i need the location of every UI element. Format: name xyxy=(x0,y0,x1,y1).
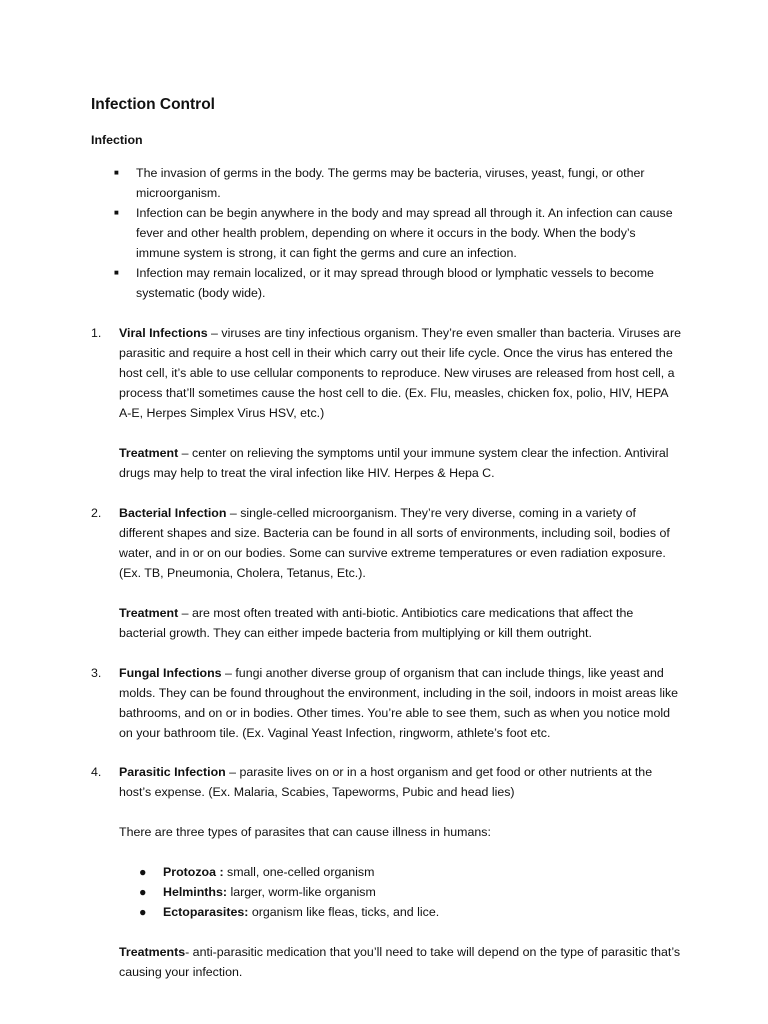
section-term: Fungal Infections xyxy=(119,666,222,680)
list-item: ■ The invasion of germs in the body. The germs may be bacteria, viruses, yeast, fungi, or other microorganism. xyxy=(114,163,674,203)
section-number: 2. xyxy=(91,506,102,520)
treatment-paragraph: Treatment – are most often treated with anti-biotic. Antibiotics care medications that affect the bacterial growth. They can either impede bacteria from multiplying or kill them outright. xyxy=(119,606,634,640)
list-item: ● Protozoa : small, one-celled organism xyxy=(139,862,681,882)
section-number: 3. xyxy=(91,666,102,680)
round-bullet-icon: ● xyxy=(139,905,147,919)
section-bacterial xyxy=(91,503,681,643)
round-bullet-icon: ● xyxy=(139,885,147,899)
section-subtitle: Infection xyxy=(91,133,143,147)
square-bullet-icon: ■ xyxy=(114,168,119,177)
square-bullet-icon: ■ xyxy=(114,208,119,217)
section-paragraph: Fungal Infections – fungi another diverse group of organism that can include things, like yeast and molds. They can be found throughout the environment, including in the soil, indoors in moist areas like bathrooms, and on or in bodies. Other times. You’re able to see them, such as when you notice mold on your bathroom tile. (Ex. Vaginal Yeast Infection, ringworm, athlete’s foot etc. xyxy=(119,666,679,740)
section-number: 1. xyxy=(91,326,102,340)
section-number: 4. xyxy=(91,765,102,779)
list-item: ■ Infection may remain localized, or it may spread through blood or lymphatic vessels to become systematic (body wide). xyxy=(114,263,674,303)
list-item: ● Helminths: larger, worm-like organism xyxy=(139,882,681,902)
section-paragraph: Bacterial Infection – single-celled microorganism. They’re very diverse, coming in a variety of different shapes and size. Bacteria can be found in all sorts of environments, including soil, bodies of water, and in or on our bodies. Some can survive extreme temperatures or even radiation exposure. (Ex. TB, Pneumonia, Cholera, Tetanus, Etc.). xyxy=(119,506,670,580)
types-intro: There are three types of parasites that can cause illness in humans: xyxy=(119,825,491,839)
list-item: ● Ectoparasites: organism like fleas, ticks, and lice. xyxy=(139,902,681,922)
section-fungal xyxy=(91,663,681,743)
list-item: ■ Infection can be begin anywhere in the body and may spread all through it. An infection can cause fever and other health problem, depending on where it occurs in the body. When the body’s immune system is strong, it can fight the germs and cure an infection. xyxy=(114,203,674,263)
page-title: Infection Control xyxy=(91,96,215,113)
section-parasitic xyxy=(91,762,681,982)
treatment-paragraph: Treatments- anti-parasitic medication that you’ll need to take will depend on the type of parasitic that’s causing your infection. xyxy=(119,945,681,979)
round-bullet-icon: ● xyxy=(139,865,147,879)
section-term: Parasitic Infection xyxy=(119,765,226,779)
parasite-types-list xyxy=(139,862,681,922)
treatment-term: Treatments xyxy=(119,945,186,959)
treatment-paragraph: Treatment – center on relieving the symptoms until your immune system clear the infection. Antiviral drugs may help to treat the viral infection like HIV. Herpes & Hepa C. xyxy=(119,446,669,480)
section-paragraph: Viral Infections – viruses are tiny infectious organism. They’re even smaller than bacteria. Viruses are parasitic and require a host cell in their which carry out their life cycle. Once the virus has entered the host cell, it’s able to use cellular components to reproduce. New viruses are released from host cell, a process that’ll sometimes cause the host cell to die. (Ex. Flu, measles, chicken fox, polio, HIV, HEPA A-E, Herpes Simplex Virus HSV, etc.) xyxy=(119,326,681,420)
intro-bullet-list xyxy=(114,163,674,303)
section-term: Viral Infections xyxy=(119,326,208,340)
section-term: Bacterial Infection xyxy=(119,506,227,520)
section-viral xyxy=(91,323,681,483)
treatment-term: Treatment xyxy=(119,606,179,620)
square-bullet-icon: ■ xyxy=(114,268,119,277)
section-paragraph: Parasitic Infection – parasite lives on or in a host organism and get food or other nutrients at the host’s expense. (Ex. Malaria, Scabies, Tapeworms, Pubic and head lies) xyxy=(119,765,653,799)
treatment-term: Treatment xyxy=(119,446,179,460)
